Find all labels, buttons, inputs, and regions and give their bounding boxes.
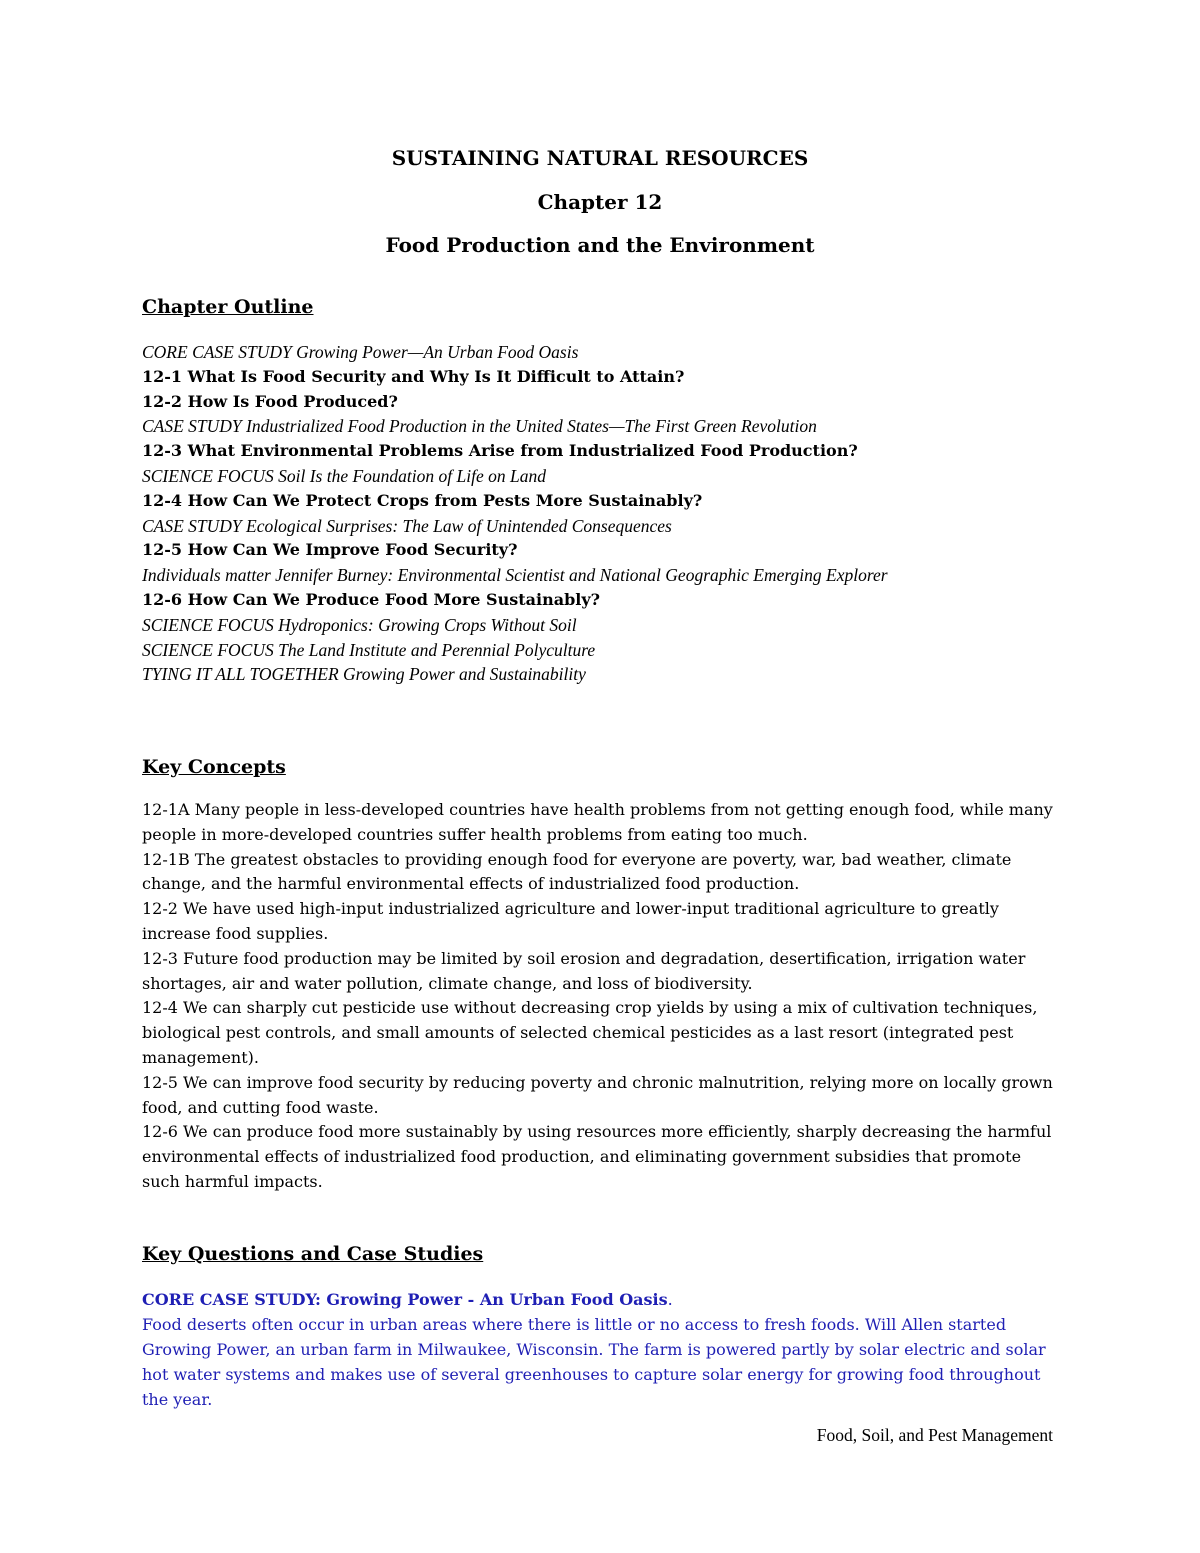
outline-item: 12-2 How Is Food Produced? [142,391,398,411]
outline-item: 12-1 What Is Food Security and Why Is It Difficult to Attain? [142,366,685,386]
concept-item: 12-3 Future food production may be limited by soil erosion and degradation, desertification, irrigation water shortages, air and water pollution, climate change, and loss of biodiversity. [142,948,1026,993]
outline-item: 12-4 How Can We Protect Crops from Pests More Sustainably? [142,490,703,510]
concept-item: 12-5 We can improve food security by reducing poverty and chronic malnutrition, relying more on locally grown food, and cutting food waste. [142,1072,1053,1117]
concept-item: 12-2 We have used high-input industrialized agriculture and lower-input traditional agriculture to greatly increase food supplies. [142,899,999,943]
key-questions-heading: Key Questions and Case Studies [142,1243,484,1265]
case-study-body: Food deserts often occur in urban areas where there is little or no access to fresh foods. Will Allen started Growing Power, an urban farm in Milwaukee, Wisconsin. The farm is powered partly by solar electric and solar hot water systems and makes use of several greenhouses to capture solar energy for growing food throughout the year. [142,1315,1046,1409]
concept-item: 12-1B The greatest obstacles to providing enough food for everyone are poverty, war, bad weather, climate change, and the harmful environmental effects of industrialized food production. [142,849,1012,894]
outline-item: 12-3 What Environmental Problems Arise from Industrialized Food Production? [142,441,858,461]
concept-item: 12-4 We can sharply cut pesticide use without decreasing crop yields by using a mix of cultivation techniques, biological pest controls, and small amounts of selected chemical pesticides as a last resort (integrated pest management). [142,998,1038,1067]
outline-item: Individuals matter Jennifer Burney: Environmental Scientist and National Geographic Emerging Explorer [142,565,888,586]
concept-item: 12-6 We can produce food more sustainably by using resources more efficiently, sharply decreasing the harmful environmental effects of industrialized food production, and eliminating government subsidies that promote such harmful impacts. [142,1122,1052,1191]
outline-item: SCIENCE FOCUS Hydroponics: Growing Crops Without Soil [142,614,577,635]
case-study-title-text: CORE CASE STUDY: Growing Power - An Urban Food Oasis [142,1290,668,1309]
chapter-title: Food Production and the Environment [385,233,815,257]
key-concepts-list [142,798,1062,1195]
key-concepts-heading: Key Concepts [142,756,286,778]
chapter-outline-list [142,340,1062,687]
outline-item: TYING IT ALL TOGETHER Growing Power and Sustainability [142,664,586,685]
outline-item: 12-5 How Can We Improve Food Security? [142,540,518,560]
outline-item: CASE STUDY Ecological Surprises: The Law of Unintended Consequences [142,515,672,536]
outline-item: CASE STUDY Industrialized Food Production in the United States—The First Green Revolution [142,416,817,437]
outline-item: CORE CASE STUDY Growing Power—An Urban Food Oasis [142,342,579,362]
case-study-title [142,1287,1062,1312]
outline-item: SCIENCE FOCUS The Land Institute and Perennial Polyculture [142,639,596,660]
outline-item: SCIENCE FOCUS Soil Is the Foundation of Life on Land [142,465,546,486]
concept-item: 12-1A Many people in less-developed countries have health problems from not getting enough food, while many people in more-developed countries suffer health problems from eating too much. [142,800,1053,844]
case-study-title-period: . [667,1290,673,1309]
page-footer: Food, Soil, and Pest Management [816,1425,1053,1445]
chapter-number: Chapter 12 [537,190,663,214]
document-title: SUSTAINING NATURAL RESOURCES [391,146,809,170]
outline-item: 12-6 How Can We Produce Food More Sustainably? [142,589,601,609]
core-case-study [142,1287,1062,1412]
outline-heading: Chapter Outline [142,296,314,318]
